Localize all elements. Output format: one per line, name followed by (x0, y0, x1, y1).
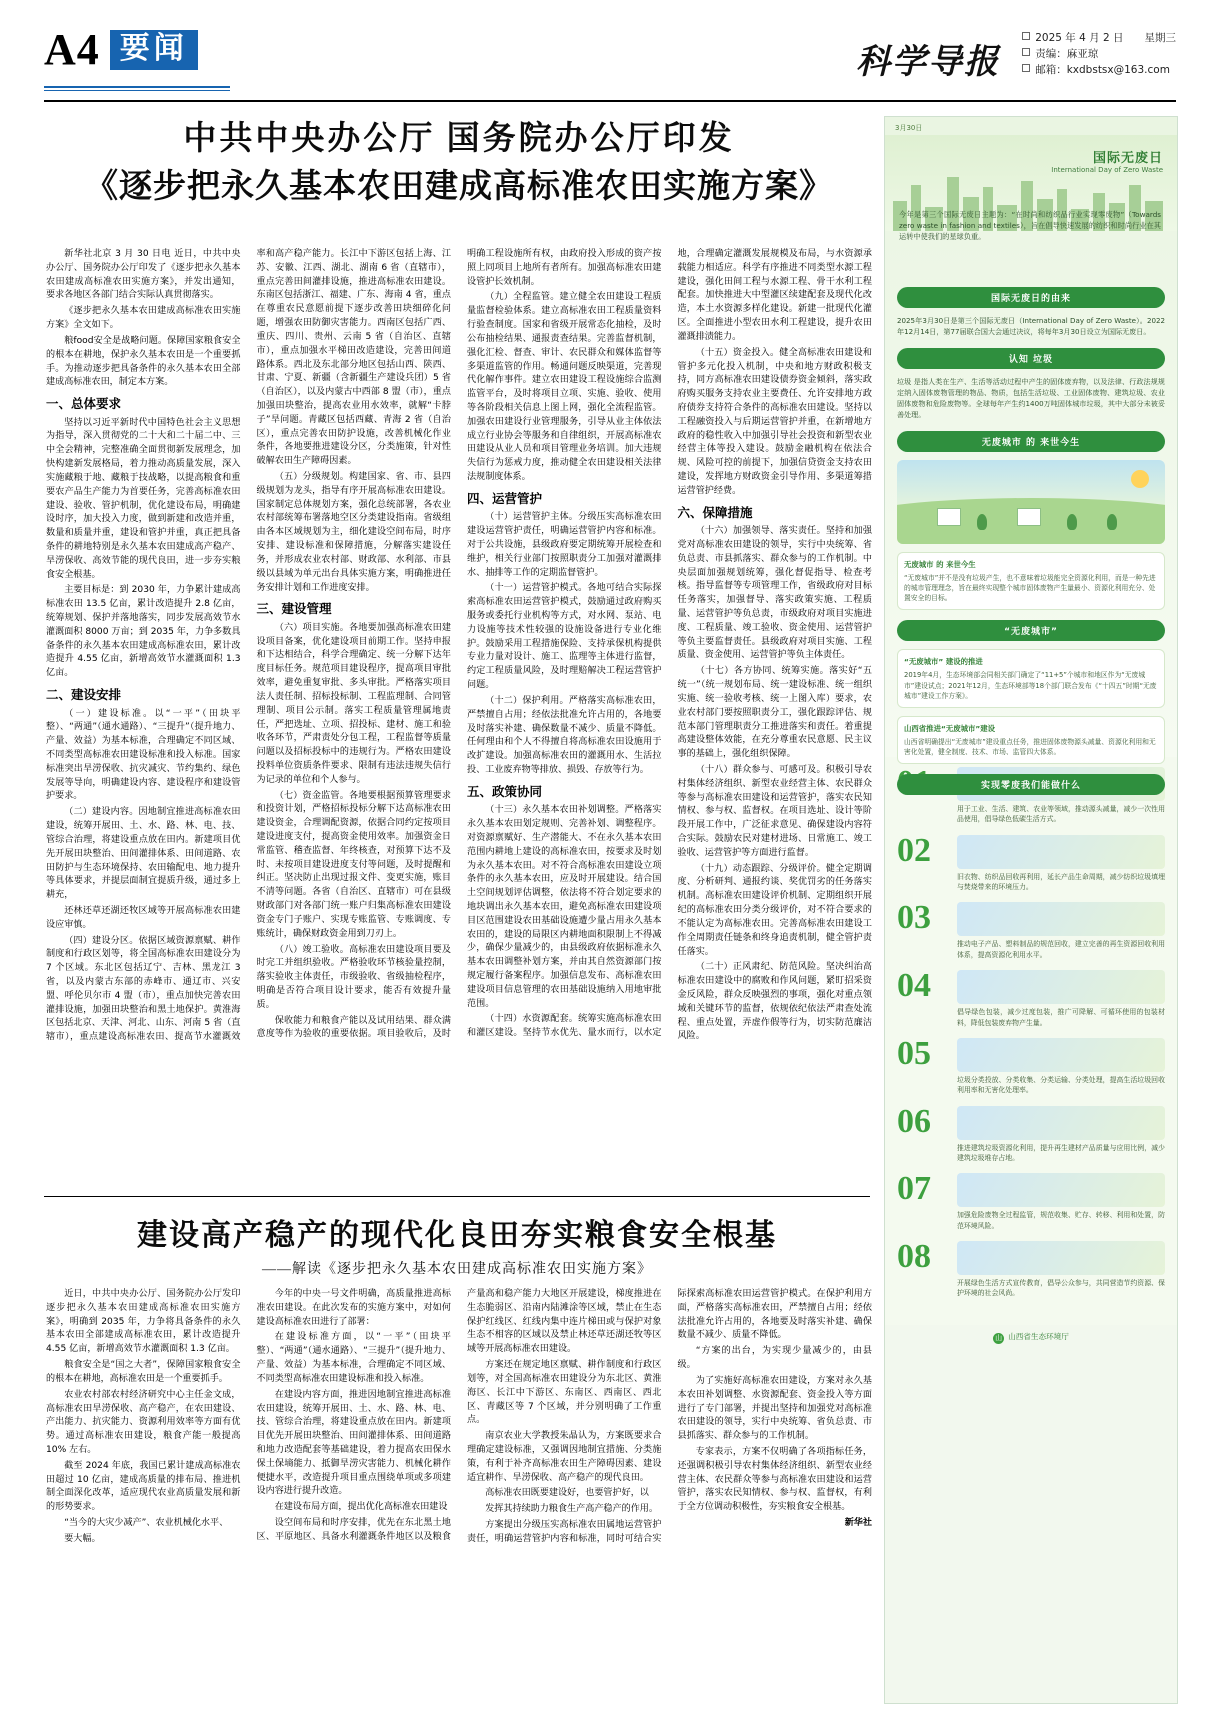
masthead-divider (44, 100, 1176, 102)
section-heading: 三、建设管理 (256, 602, 332, 617)
paragraph: （十九）动态跟踪、分级评价。健全定期调度、分析研判、通报约谈、奖优罚劣的任务落实机制。高标准农田建设评价机制、定期组织开展纪的高标准农田分类分级评价，对不符合要求的不能认定为高标准农田。完善高标准农田建设工作全周期责任链条和终身追责机制，健全管护责任落实。 (677, 863, 872, 957)
masthead-meta-date: 2025 年 4 月 2 日 星期三 (1022, 30, 1176, 46)
tree-icon (1107, 514, 1117, 530)
paragraph: （十一）运营管护模式。各地可结合实际探索高标准农田运营管护模式，鼓励通过政府购买服务或委托行业机构等方式，对水网、泵站、电力设施等技术性较强的设施设备进行专业化维护。鼓励采用工程措施保险、支持承保机构提供专业力量对设计、施工、监理等主体进行监督，约定工程质量风险，及时理赔解决工程运营管护问题。 (467, 583, 662, 691)
card-text: 山西省明确提出“无废城市”建设重点任务，推进固体废物源头减量、资源化利用和无害化处置，健全制度、技术、市场、监管四大体系。 (904, 738, 1156, 757)
headline-line-1: 中共中央办公厅 国务院办公厅印发 (183, 121, 735, 157)
world-day-title (1051, 147, 1163, 174)
paragraph: “当今的大灾少减产”、农业机械化水平、 (64, 1518, 229, 1528)
section-heading: 四、运营管护 (467, 491, 543, 506)
paragraph: 为了实施好高标准农田建设，方案对永久基本农田补划调整、水资源配套、资金投入等方面进行了专门部署，并提出坚持和加强党对高标准农田建设的领导，实行中央统筹、省负总责、市县抓落实、群众参与的工作机制。 (677, 1375, 872, 1442)
item-number: 02 (897, 831, 931, 869)
infographic-banner-origin: 国际无废日的由来 (897, 287, 1165, 308)
infographic-header (885, 117, 1177, 792)
article2-title: 建设高产稳产的现代化良田夯实粮食安全根基 (137, 1219, 777, 1252)
tree-icon (1067, 514, 1077, 530)
infographic-numbered-list (885, 757, 1177, 1325)
item-body (957, 1241, 1165, 1299)
infographic-card-shanxi (897, 716, 1165, 764)
section-heading: 五、政策协同 (467, 784, 543, 799)
paragraph: 保收能力和粮食产能以及试用结果、群众满意度等作为验收的重要依据。项目验收后，及时明确工程设施所有权，由政府投入形成的资产按照上同项目上地所有者所有。加强高标准农田建设管护长效机制。 (256, 249, 662, 1040)
infographic-intro: 今年是第三个国际无废日主题为：“在时尚和纺织品行业实现零废物”（Towards zero waste in fashion and textiles），旨在倡导快速发展的纺织和时尚行业在其运转中使我们的星球负重。 (899, 210, 1161, 242)
section-heading: 一、总体要求 (46, 397, 122, 412)
logo-icon: 山 (995, 1333, 1003, 1342)
paragraph: （八）竣工验收。高标准农田建设项目要及时完工并组织验收。严格验收环节核验量控制，落实验收主体责任，市级验收、省级抽检程序，明确是否符合项目设计要求，能否有效提升量质。 (256, 944, 451, 1010)
item-number: 07 (897, 1170, 931, 1208)
card-title: “无废城市” 建设的推进 (904, 657, 983, 667)
headline-line-2: 《逐步把永久基本农田建成高标准农田实施方案》 (85, 168, 833, 205)
paragraph: （十二）保护利用。严格落实高标准农田，严禁擅自占用；经依法批准允许占用的，各地要及时落实补建、确保数量不减少、质量不降低。任何理由和个人不得擅自将高标准农田设施用于改扩建设。加强高标准农田的灌溉用水、生活拉投、工业废弃物等排放、损毁、存放等行为。 (467, 695, 662, 775)
infographic-banner-zerowaste-city: 无废城市 的 来世今生 (897, 431, 1165, 452)
article-divider (44, 1196, 870, 1197)
infographic-date: 3月30日 (895, 124, 923, 132)
section-badge: 要闻 (110, 30, 198, 70)
list-item (897, 899, 1165, 960)
paragraph: 在建设布局方面，提出优化高标准农田建设 (274, 1502, 448, 1513)
item-thumbnail (957, 1241, 1165, 1275)
paragraph: 近日，中共中央办公厅、国务院办公厅发印逐步把永久基本农田建成高标准农田实施方案》，明确到 2035 年，力争将具备条件的永久基本农田全部建成高标准农田，累计改造提升 4.55 亿亩，新增高效节水灌溉面积 1.3 亿亩。 (46, 1289, 241, 1355)
house-icon (1017, 508, 1041, 526)
list-item (897, 1034, 1165, 1096)
paragraph: （十）运营管护主体。分级压实高标准农田建设运营管护责任，明确运营管护内容和标准。对于公共设施，县级政府要定期统筹开展检查和维护，相关行业部门按照职责分工加强对灌溉排水、抽排等工作的定期监督管护。 (467, 512, 662, 578)
item-thumbnail (957, 1038, 1165, 1072)
infographic-card-pilot (897, 649, 1165, 708)
infographic-banner-actions: 实现零废我们能做什么 (897, 774, 1165, 795)
list-item (897, 1170, 1165, 1231)
item-caption: 用于工业、生活、建筑、农业等领域，推动源头减量，减少一次性用品使用，倡导绿色低碳生活方式。 (957, 805, 1165, 824)
item-number: 03 (897, 899, 931, 937)
paragraph: （十六）加强领导、落实责任。坚持和加强党对高标准农田建设的领导，实行中央统筹、省负总责、市县抓落实、群众参与的工作机制。中央层面加强规划统筹，强化督促指导、检查考核。指导监督等专项管理工作，省级政府对目标任务落实，加强督导、落实政策实施、工程质量、运营管护等负总责，市级政府对项目实施进度、工程质量、竣工验收、资金使用、运营管护等负主要监督责任。县级政府对项目实施、工程质量、资金使用、运营管护等负主体责任。 (677, 526, 872, 661)
item-caption: 垃圾分类投放、分类收集、分类运输、分类处理，提高生活垃圾回收利用率和无害化处理率。 (957, 1075, 1165, 1095)
paragraph: （十五）资金投入。健全高标准农田建设和管护多元化投入机制，中央和地方财政积极支持，同方高标准农田建设债券资金倾斜，落实政府购买服务支持农业主要费任、允许安排地方政府债券支持符合条件的高标准农田建设。坚持以工程融资投入与后期运营管护并重，在新增地方政府的稳性收入中加强引导社会投资和新型农业经营主体等投入建设。鼓励金融机构在依法合规、风险可控的前提下，加强信贷资金支持农田建设，发挥地方财政资金引导作用、多渠道筹措运营管护经费。 (677, 347, 872, 496)
paragraph: 坚持以习近平新时代中国特色社会主义思想为指导，深入贯彻党的二十大和二十届二中、三中全会精神，完整准确全面贯彻新发展理念，加快构建新发展格局，着力推动高质量发展，深入实施藏粮于地、藏粮于技战略，以提高粮食和重要农产品生产能力为首要任务，完善高标准农田建设、验收、管护机制，优化建设布局，明确建设时序，加大投入力度，做到新建和改造并重，数量和质量并重，建设和管护并重，真正把具备条件的耕地特别是永久基本农田建成高产稳产、旱涝保收、高效节能的现代良田，进一步夯实粮食安全根基。 (46, 417, 241, 580)
paragraph: 今年的中央一号文件明确，高质量推进高标准农田建设。在此次发布的实施方案中，对如何建设高标准农田进行了部署： (256, 1289, 451, 1327)
paragraph: （十八）群众参与、可感可及。积极引导农村集体经济组织、新型农业经营主体、农民群众等参与高标准农田建设和运营管护，落实农民知情权、参与权、监督权。在项目选址、设计等阶段开展工作中，广泛征求意见、确保建设内容符合实际。鼓励农民对建材进场、日常施工、竣工验收、运营管护等方面进行监督。 (677, 764, 872, 858)
paragraph: （九）全程监管。建立健全农田建设工程质量监督检验体系。建立高标准农田工程质量资料行验查制度。国家和省级开展常态化抽检，及时公布抽检结果、通报责查结果。完善监督机制，强化汇检、督查、审计、农民群众和媒体监督等多渠道监管的作用。畅通问题反映渠道，完善现代化解作事件。建立农田建设工程设施综合监测监管平台，及时将项目立项、实施、验收、使用等各阶段相关信息上图上网，强化全流程监管。加强农田建设行业管理服务，引导从业主体依法成立行业协会等服务和自律组织，开展高标准农田建设从业人员和项目管理业务培训。加大违规失信行为惩戒力度，推动健全农田建设相关法律法规制度体系。 (467, 292, 662, 482)
item-thumbnail (957, 1173, 1165, 1207)
infographic-panel (884, 116, 1178, 1704)
paragraph: 设空间布局和时序安排，优先在东北黑土地区、平原地区、具备水利灌溉条件地区以及粮食产量高和稳产能力大地区开展建设，梯度推进在生态脆弱区、沿南内陆滩涂等区域，禁止在生态保护红线区、红线内集中连片梯田或与保护对象生态不相容的区域以及禁止林还草还湖还牧等区域等开展高标准农田建设。 (256, 1289, 662, 1542)
masthead-meta-email: 邮箱：kxdbstsx@163.com (1022, 62, 1176, 78)
list-item (897, 1102, 1165, 1164)
paragraph: （十四）水资源配套。统筹实施高标准农田和灌区建设。坚持节水优先、量水而行，以水定地，合理确定灌溉发展规模及布局，与水资源承载能力相适应。科学有序推进不同类型水源工程建设，强化田间工程与水源工程、骨干水利工程配套。加快推进大中型灌区续建配套及现代化改造，本土水资源多样化建设。新建一批现代化灌区。全面推进小型农田水利工程建设，提升农田灌溉排渍能力。 (467, 249, 872, 1039)
world-day-title-en: International Day of Zero Waste (1051, 166, 1163, 174)
masthead-rule-2 (44, 90, 230, 91)
bullet-icon (1022, 48, 1030, 56)
list-item (897, 1238, 1165, 1299)
paragraph: 粮食安全是“国之大者”，保障国家粮食安全的根本在耕地，高标准农田是一个重要抓手。 (46, 1360, 241, 1384)
paragraph: 《逐步把永久基本农田建成高标准农田实施方案》全文如下。 (46, 306, 241, 331)
paragraph: 新华社北京 3 月 30 日电 近日，中共中央办公厅、国务院办公厅印发了《逐步把永久基本农田建成高标准农田实施方案》，并发出通知，要求各地区各部门结合实际认真贯彻落实。 (46, 249, 241, 301)
article2-subtitle: ——解读《逐步把永久基本农田建成高标准农田实施方案》 (262, 1262, 652, 1277)
list-item (897, 831, 1165, 893)
paragraph: 专家表示，方案不仅明确了各项指标任务，还强调积极引导农村集体经济组织、新型农业经营主体、农民群众等参与高标准农田建设和运营管护，落实农民知情权、参与权、监督权，有利于全方位调动积极性，夯实粮食安全根基。 (677, 1446, 872, 1513)
paragraph: 农业农村部农村经济研究中心主任金文成，高标准农田旱涝保收、高产稳产，在农田建设、产出能力、抗灾能力、资源利用效率等方面有优势。通过高标准农田建设，粮食产能一般提高 10% 左右。 (46, 1389, 241, 1455)
paragraph: 在建设内容方面，推进因地制宜推进高标准农田建设，统筹开展田、土、水、路、林、电、技、管综合治理，将建设重点放在田内。新建项目优先开展田块整治、田间灌排体系、田间道路和地力改造配套等基础建设，着力提高农田保水保土保墒能力、抵御旱涝灾害能力、机械化耕作便捷水平，改造提升项目重点围绕单项或多项建设内容进行提升改造。 (256, 1389, 451, 1497)
infographic-banner-city-2: “无废城市” (897, 620, 1165, 641)
paragraph: 主要目标是：到 2030 年，力争累计建成高标准农田 13.5 亿亩，累计改造提升 2.8 亿亩，统筹规划、保护并落地落实，同步发展高效节水灌溉面积 8000 万亩；到 2035 年，力争多数具备条件的永久基本农田建成高标准农田，累计改造提升 4.55 亿亩，新增高效节水灌溉面积 1.3 亿亩。 (46, 585, 241, 679)
page-number: A4 (44, 25, 100, 74)
infographic-block-waste: 垃圾 是指人类在生产、生活等活动过程中产生的固体废弃物，以及法律、行政法规规定纳入固体废物管理的物品、物质，包括生活垃圾、工业固体废物、建筑垃圾、农业固体废物和危险废物等。全球每年产生约1400万吨固体城市垃圾，其中大部分未被妥善处理。 (897, 376, 1165, 419)
zero-waste-city-illustration (897, 460, 1165, 544)
masthead-rule (44, 86, 230, 88)
paragraph: （一）建设标准。以“一平”（田块平整）、“两通”（通水通路）、“三提升”（提升地力、产量、效益）为基本标准，合理确定不同区域、不同类型高标准农田建设标准和投入标准。国家标准突出旱涝保收、抗灾减灾、节约集约、绿色发展等导向，明确建设内容、建设程序和建设管护要求。 (46, 708, 241, 802)
paragraph: （六）项目实施。各地要加强高标准农田建设项目备案，优化建设项目前期工作。坚持申报和下达相结合，科学合理确定、统一分解下达年度目标任务。规范项目建设程序，提高项目审批效率，避免重复审批、多头审批。严格落实项目法人责任制、招标投标制、工程监理制、合同管理制、项目公示制。落实工程质量管理属地责任，严把选址、立项、招投标、建材、施工和验收各环节，严肃责处分包工程，工程监督等质量问题以及招标投标中的违规行为。严格农田建设投料单位资质条件要求、限制有违法违规失信行为记录的单位和个人参与。 (256, 622, 451, 785)
infographic-footer (885, 1325, 1177, 1354)
item-body (957, 835, 1165, 893)
byline: 新华社 (844, 1518, 872, 1528)
item-body (957, 1038, 1165, 1096)
item-caption: 开展绿色生活方式宣传教育，倡导公众参与，共同营造节约资源、保护环境的社会风尚。 (957, 1279, 1165, 1298)
item-body (957, 902, 1165, 960)
paragraph: （二十）正风肃纪、防范风险。坚决纠治高标准农田建设中的腐败和作风问题，紧盯招采资金反风险，群众反映强烈的事项，强化对重点领域和关键环节的监督，依规依纪依法严肃查处流程、重点处置，弄虚作假等行为，切实防范廉洁风险。 (677, 962, 872, 1042)
card-title: 无废城市 的 来世今生 (904, 559, 976, 569)
paragraph: （二）建设内容。因地制宜推进高标准农田建设，统筹开展田、土、水、路、林、电、技、管综合治理，将建设重点放在田内。新建项目优先开展田块整治、田间灌排体系、田间道路、农田防护与生态环境保持、农田输配电、地力提升等具体要求，并提层面制宜提质升级，通过多上耕充， (46, 807, 241, 901)
paragraph: 南京农业大学教授朱晶认为，方案既要求合理确定建设标准，又强调因地制宜措施、分类施策，有利于补齐高标准农田生产障碍因素、建设适宜耕作、旱涝保收、高产稳产的现代良田。 (467, 1431, 662, 1483)
item-caption: 推进建筑垃圾资源化利用，提升再生建材产品质量与应用比例，减少建筑垃圾堆存占地。 (957, 1143, 1165, 1162)
paragraph: 在建设标准方面，以“一平”（田块平整）、“两通”（通水通路）、“三提升”（提升地力、产量、效益）为基本标准，合理确定不同区域、不同类型高标准农田建设标准和投入标准。 (256, 1332, 451, 1384)
house-icon (937, 508, 961, 526)
item-caption: 加强危险废物全过程监管，规范收集、贮存、转移、利用和处置，防范环境风险。 (957, 1211, 1165, 1230)
paper-title: 科学导报 (856, 44, 1000, 81)
item-caption: 倡导绿色包装，减少过度包装，推广可降解、可循环使用的包装材料，降低包装废弃物产生量。 (957, 1008, 1165, 1027)
section-heading: 六、保障措施 (677, 505, 753, 520)
masthead-meta-editor: 责编：麻亚琼 (1022, 46, 1176, 62)
infographic-banner-waste: 认知 垃圾 (897, 348, 1165, 369)
item-number: 06 (897, 1102, 931, 1140)
infographic-block-origin: 2025年3月30日是第三个国际无废日（International Day of Zero Waste）。2022年12月14日，第77届联合国大会通过决议，将每年3月30日设立为国际无废日。 (897, 316, 1165, 336)
paragraph: 还林还草还湖还牧区域等开展高标准农田建设应审慎。 (46, 905, 241, 930)
item-body (957, 1173, 1165, 1231)
tree-icon (977, 514, 987, 530)
article-body (46, 248, 872, 1178)
card-title: 山西省推进“无废城市”建设 (904, 724, 996, 734)
paragraph: 截至 2024 年底，我国已累计建成高标准农田超过 10 亿亩，建成高质量的排布局、推进机制全面深化改革，适应现代农业高质量发展和新的形势要求。 (46, 1460, 241, 1513)
article-headline (44, 116, 874, 212)
item-thumbnail (957, 902, 1165, 936)
item-thumbnail (957, 1106, 1165, 1140)
paragraph: 粮food安全是战略问题。保障国家粮食安全的根本在耕地，保护永久基本农田是一个重要抓手。为推动逐步把具备条件的永久基本农田全部建成高标准农田，制定本方案。 (46, 335, 241, 388)
list-item (897, 967, 1165, 1028)
item-number: 04 (897, 967, 931, 1005)
masthead-meta (1022, 30, 1176, 78)
paragraph: 高标准农田既要建设好，也要管护好，以 (485, 1488, 649, 1499)
paragraph: （四）建设分区。依据区域资源禀赋、耕作制度和行政区划等，将全国高标准农田建设分为 7 个区域。东北区包括辽宁、吉林、黑龙江 3 省，以及内蒙古东部的赤峰市、通辽市、兴安盟、呼伦贝尔市 4 盟（市），重点加快完善农田灌排设施，加强田块整治和黑土地保护。黄淮海区包括北京、天津、河北、山东、河南 5 省（直辖市），重点建设高标准农田、提高节水灌溉效率和高产稳产能力。长江中下游区包括上海、江苏、安徽、江西、湖北、湖南 6 省（直辖市），重点完善田间灌排设施，推进高标准农田建设。东南区包括浙江、福建、广东、海南 4 省，重点在尊重农民意愿前提下逐步改善田块细碎化问题，增强农田防御灾害能力。西南区包括广西、重庆、四川、贵州、云南 5 省（自治区、直辖市），重点加强水平梯田改造建设，完善田间道路体系。西北及东北部分地区包括山西、陕西、甘肃、宁夏、新疆（含新疆生产建设兵团）5 省（自治区），以及内蒙古中西部 8 盟（市），重点加强田块整治，提高农业用水效率，就解“卡脖子”旱问题。青藏区包括西藏、青海 2 省（自治区），重点完善农田防护设施，改善机械化作业条件，各地要推进建设分区，分类施策，针对性破解农田生产障碍因素。 (46, 249, 451, 1043)
paragraph: （七）资金监管。各地要根据预算管理要求和投资计划，严格招标投标分解下达高标准农田建设资金，合理调配资源，依据合同约定按项目建设进度支付，提高资金使用效率。加强资金日常监管、稽查监督、年终核查，对预算下达不及时、未按项目建设进度支付等问题，及时提醒和纠正。坚决防止出现过报文件、变更实施，账目不清等问题。各省（自治区、直辖市）可在县级财政部门对各部门统一账户归集高标准农田建设资金专门子账户、实现专账监管、专账调度、专账统计，确保财政资金用到刀刃上。 (256, 790, 451, 939)
paragraph: （十七）各方协同、统筹实施。落实好“五统一”（统一规划布局、统一建设标准、统一组织实施、统一验收考核、统一上图入库）要求，农业农村部门要按照职责分工，强化跟踪评估、规范本部门管理职责分工推进落实和责任。着重提高建设整体效能，在充分尊重农民意愿、民主议事的基础上，强化组织保障。 (677, 666, 872, 760)
masthead (44, 25, 1176, 94)
card-text: “无废城市”并不是没有垃圾产生，也不意味着垃圾能完全资源化利用，而是一种先进的城市管理理念，旨在最终实现整个城市固体废物产生量最小、资源化利用充分、处置安全的目标。 (904, 573, 1156, 603)
sun-icon (1131, 470, 1149, 488)
article2-body (46, 1288, 872, 1698)
card-text: 2019年4月，生态环境部会同相关部门确定了“11+5”个城市和地区作为“无废城市”建设试点；2021年12月，生态环境部等18个部门联合发布《“十四五”时期“无废城市”建设工作方案》。 (904, 671, 1157, 700)
paragraph: （五）分级规划。构建国家、省、市、县四级规划为龙头，指导有序开展高标准农田建设。国家制定总体规划方案，强化总统部署，各农业农村部统筹布署落地空区分类建设指南。省级组由各本区域规划为主，细化建设空间布局，时序安排、建设标准和保障措施，分解落实建设任务，并形成农业农村部、财政部、水利部、市县级以县域为单元出台具体实施方案，明确推进任务安排计划和工作进度安排。 (256, 472, 451, 593)
paragraph: 方案还在规定地区禀赋、耕作制度和行政区划等，对全国高标准农田建设分为东北区、黄淮海区、长江中下游区、东南区、西南区、西北区、青藏区等 7 个区域，并分别明确了工作重点。 (467, 1360, 662, 1426)
section-heading: 二、建设安排 (46, 688, 122, 703)
masthead-left (44, 25, 198, 74)
item-body (957, 1106, 1165, 1164)
item-caption: 旧衣物、纺织品回收再利用，延长产品生命周期，减少纺织垃圾填埋与焚烧带来的环境压力。 (957, 872, 1165, 892)
paragraph: “方案的出台，为实现少量减少的，由县级。 (677, 1346, 872, 1371)
bullet-icon (1022, 32, 1030, 40)
paragraph: 发挥其持续助力粮食生产高产稳产的作用。 (485, 1504, 658, 1515)
paragraph: （十三）永久基本农田补划调整。严格落实永久基本农田划定规则、完善补划、调整程序。对资源禀赋好、生产潜能大、不在永久基本农田范围内耕地上建设的高标准农田，按要求及时划为永久基本农田。对不符合高标准农田建设立项条件的永久基本农田，应及时开展建设。结合国土空间规划评估调整，依法将不符合划定要求的地块调出永久基本农田，避免高标准农田建设项目区范围建设农田基础设施遭少量占用永久基本农田的，建设的局限区内耕地面积限制上不得减少，确保少量减少的，由县级政府依据标准永久基本农田调整补划方案，并由其自然资源部门按规定履行备案程序。加强信息发布、高标准农田建设项目信息管理的农田基础设施纳入用地审批范围。 (467, 805, 662, 1009)
world-day-title-cn: 国际无废日 (1092, 151, 1163, 166)
paragraph: 要大幅。 (64, 1533, 101, 1544)
bullet-icon (1022, 64, 1030, 72)
infographic-footer-label: 山西省生态环境厅 (1008, 1331, 1069, 1341)
item-body (957, 970, 1165, 1028)
infographic-card-city (897, 552, 1165, 611)
item-thumbnail (957, 970, 1165, 1004)
item-number: 05 (897, 1034, 931, 1072)
item-thumbnail (957, 835, 1165, 869)
item-number: 08 (897, 1238, 931, 1276)
paragraph: 方案提出分级压实高标准农田属地运营管护责任，明确运营管护内容和标准，同时可结合实际探索高标准农田运营管护模式。在保护利用方面，严格落实高标准农田，严禁擅自占用；经依法批准允许占用的，各地要及时落实补建、确保数量不减少、质量不降低。 (467, 1289, 872, 1544)
item-caption: 推动电子产品、塑料制品的规范回收，建立完善的再生资源回收利用体系，提高资源化利用水平。 (957, 940, 1165, 959)
